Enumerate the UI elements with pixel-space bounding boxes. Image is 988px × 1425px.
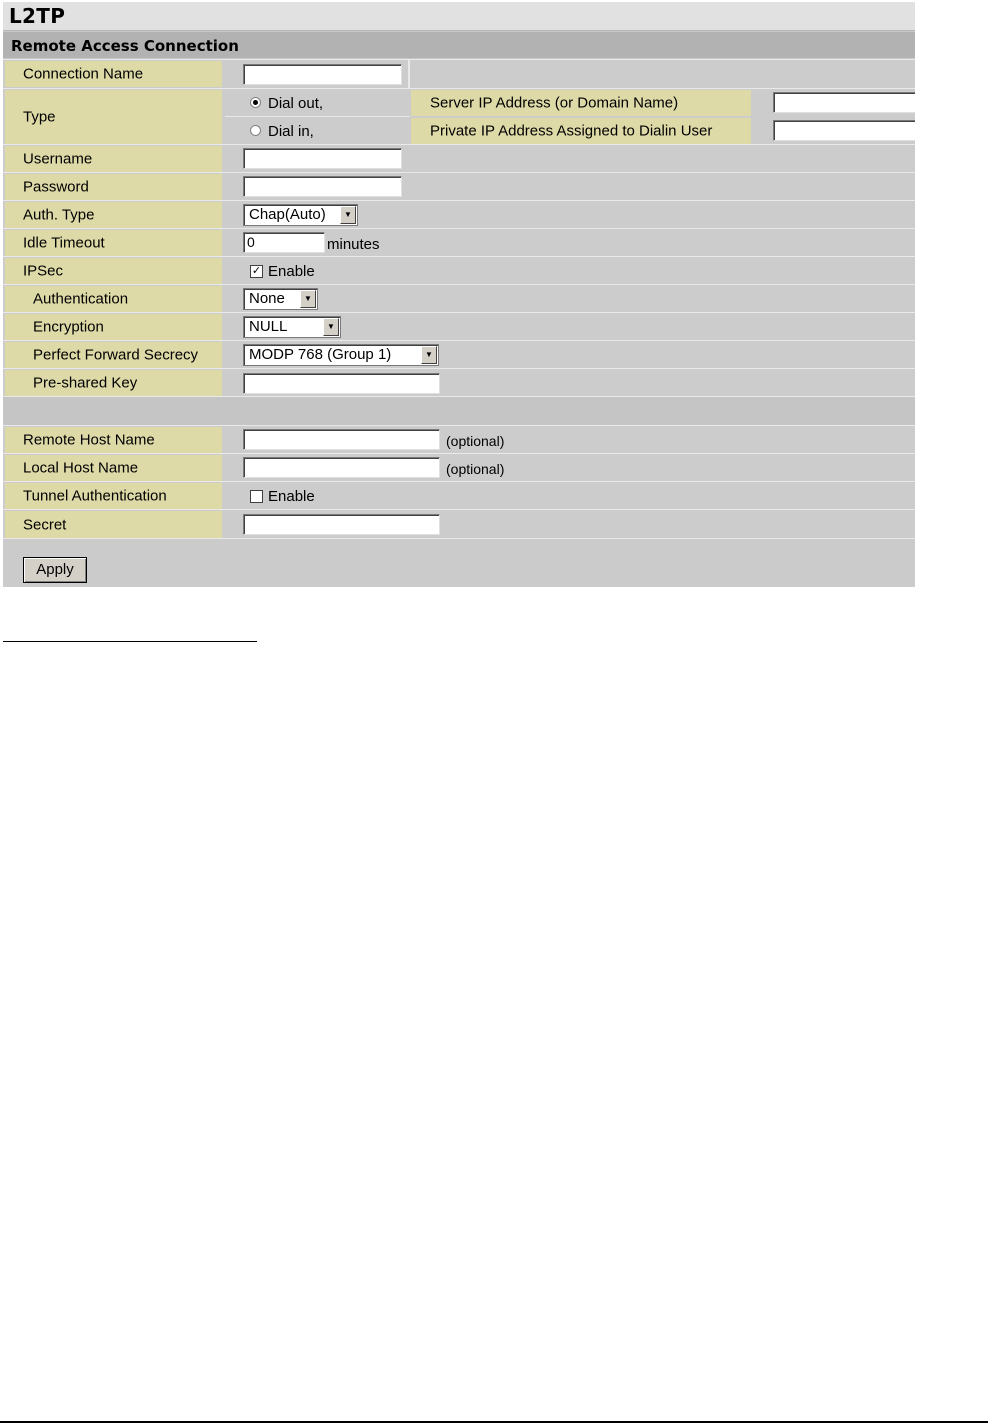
label-cell <box>5 61 222 87</box>
preshared-key-label: Pre-shared Key <box>33 374 138 392</box>
dial-out-radio[interactable] <box>250 97 261 108</box>
pfs-select[interactable] <box>243 344 439 366</box>
tunnel-auth-label: Tunnel Authentication <box>23 487 167 505</box>
secret-input[interactable] <box>243 514 440 535</box>
row-apply <box>3 538 915 587</box>
password-input[interactable] <box>243 176 402 197</box>
dial-in-radio[interactable] <box>250 125 261 136</box>
row-password <box>3 172 915 201</box>
remote-host-label: Remote Host Name <box>23 431 155 449</box>
title-bar <box>3 2 915 31</box>
label-cell <box>5 146 222 172</box>
label-cell <box>5 342 222 368</box>
tunnel-auth-enable-checkbox[interactable] <box>250 490 263 503</box>
ipsec-enable-label: Enable <box>268 263 315 280</box>
l2tp-panel <box>3 2 915 586</box>
row-connection-name <box>3 59 915 88</box>
row-auth-type <box>3 200 915 229</box>
chevron-down-icon[interactable]: ▼ <box>323 318 339 336</box>
private-ip-label: Private IP Address Assigned to Dialin User <box>430 122 713 140</box>
server-ip-input[interactable] <box>773 92 915 113</box>
remote-host-input[interactable] <box>243 429 440 450</box>
page-title: L2TP <box>9 4 66 28</box>
local-host-label: Local Host Name <box>23 459 139 477</box>
private-ip-label-cell <box>411 118 751 144</box>
secret-label: Secret <box>23 516 67 533</box>
preshared-key-input[interactable] <box>243 373 440 394</box>
label-cell <box>5 202 222 228</box>
row-authentication <box>3 284 915 313</box>
row-idle-timeout <box>3 228 915 257</box>
section-title: Remote Access Connection <box>11 37 239 55</box>
spacer-row <box>3 396 915 426</box>
ipsec-enable-checkbox[interactable]: ✓ <box>251 265 262 277</box>
encryption-value: NULL <box>249 318 288 335</box>
label-cell <box>5 258 222 284</box>
label-cell <box>5 483 222 509</box>
tunnel-auth-enable-label: Enable <box>268 488 315 505</box>
section-header <box>3 32 915 58</box>
idle-timeout-unit: minutes <box>327 236 380 253</box>
page-footer-rule <box>0 1421 988 1423</box>
label-cell <box>5 90 222 144</box>
dial-out-label: Dial out, <box>268 95 324 112</box>
row-remote-host <box>3 425 915 454</box>
row-tunnel-auth <box>3 481 915 510</box>
connection-name-label: Connection Name <box>23 65 144 83</box>
label-cell <box>5 230 222 256</box>
dial-in-label: Dial in, <box>268 123 314 140</box>
apply-button[interactable]: Apply <box>23 557 87 583</box>
row-divider <box>225 116 410 117</box>
type-label: Type <box>23 108 56 126</box>
ipsec-label: IPSec <box>23 262 64 280</box>
row-ipsec <box>3 256 915 285</box>
caption-underline <box>3 641 257 642</box>
local-host-input[interactable] <box>243 457 440 478</box>
auth-type-label: Auth. Type <box>23 206 95 224</box>
remote-host-hint: (optional) <box>446 433 505 449</box>
password-label: Password <box>23 178 89 196</box>
label-cell <box>5 427 222 453</box>
label-cell <box>5 370 222 396</box>
connection-name-input[interactable] <box>243 64 402 85</box>
chevron-down-icon[interactable]: ▼ <box>300 290 316 308</box>
row-secret <box>3 509 915 539</box>
local-host-hint: (optional) <box>446 461 505 477</box>
row-preshared-key <box>3 368 915 397</box>
chevron-down-icon[interactable]: ▼ <box>421 346 437 364</box>
cell-divider <box>408 60 410 88</box>
label-cell <box>5 314 222 340</box>
server-ip-label: Server IP Address (or Domain Name) <box>430 94 679 112</box>
username-input[interactable] <box>243 148 402 169</box>
authentication-select[interactable] <box>243 288 318 310</box>
chevron-down-icon[interactable]: ▼ <box>340 206 356 224</box>
idle-timeout-label: Idle Timeout <box>23 234 105 252</box>
authentication-label: Authentication <box>33 290 129 308</box>
idle-timeout-input[interactable]: 0 <box>243 232 325 253</box>
username-label: Username <box>23 150 93 168</box>
label-cell <box>5 174 222 200</box>
pfs-label: Perfect Forward Secrecy <box>33 346 199 364</box>
encryption-label: Encryption <box>33 318 104 336</box>
encryption-select[interactable] <box>243 316 341 338</box>
auth-type-select[interactable] <box>243 204 358 226</box>
server-ip-label-cell <box>411 90 751 116</box>
private-ip-input[interactable] <box>773 120 915 141</box>
label-cell <box>5 455 222 481</box>
label-cell <box>5 286 222 312</box>
label-cell <box>5 511 222 538</box>
row-local-host <box>3 453 915 482</box>
row-encryption <box>3 312 915 341</box>
pfs-value: MODP 768 (Group 1) <box>249 346 392 363</box>
auth-type-value: Chap(Auto) <box>249 206 326 223</box>
row-pfs <box>3 340 915 369</box>
row-username <box>3 144 915 173</box>
row-type <box>3 88 915 145</box>
authentication-value: None <box>249 290 285 307</box>
